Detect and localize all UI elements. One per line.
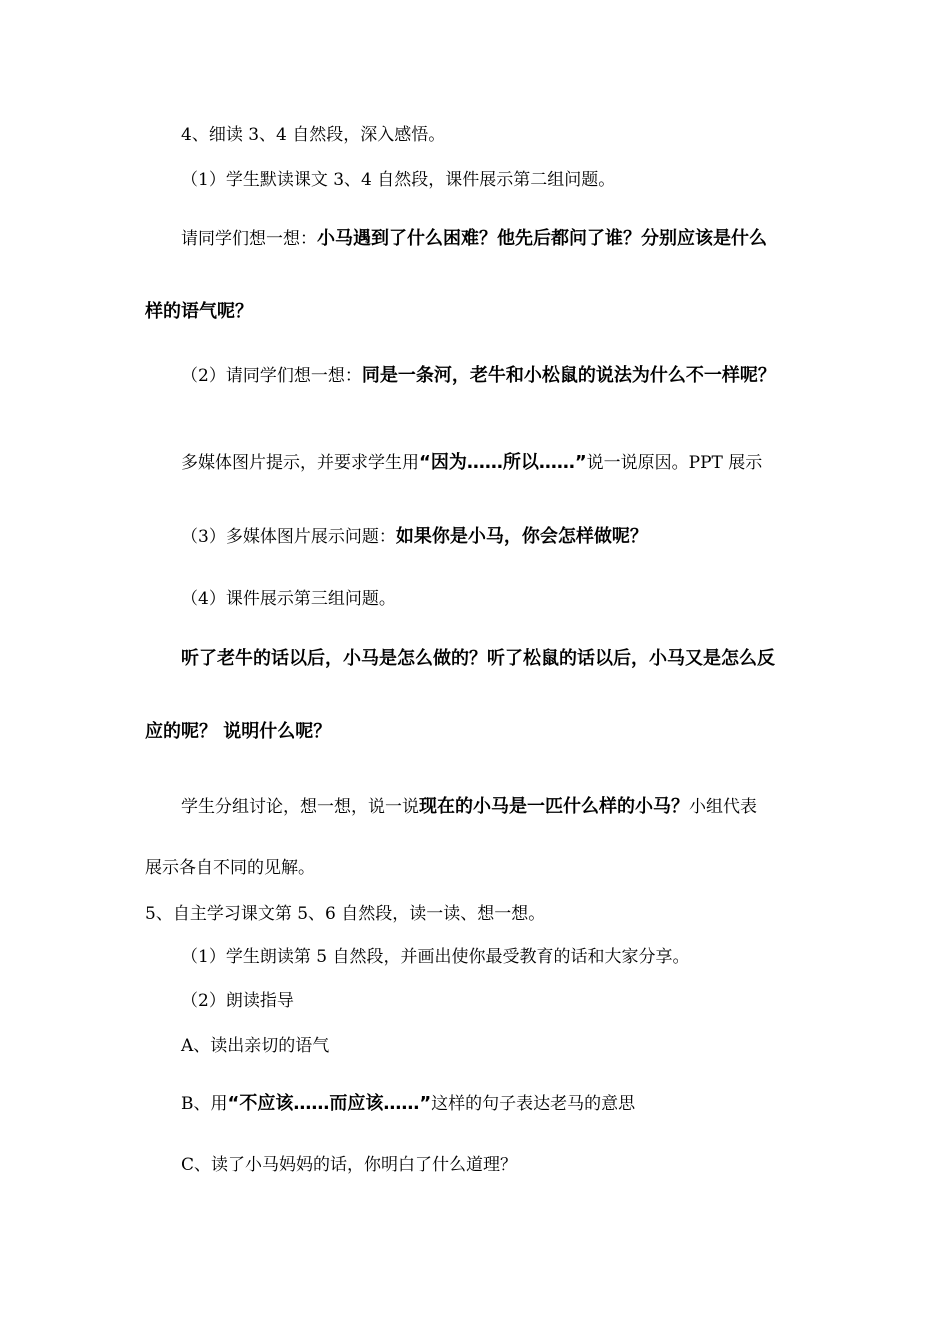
sentence-pattern: “因为……所以……” [419,452,587,473]
paragraph-line [145,860,315,877]
text-segment: （2）请同学们想一想： [181,366,362,386]
paragraph-line [181,454,762,472]
paragraph-line [181,650,775,668]
paragraph-line [145,723,331,741]
list-item-c [181,1157,517,1174]
paragraph-line [181,993,294,1010]
text-segment: 多媒体图片提示，并要求学生用 [181,453,419,473]
text-segment: （1）学生默读课文 3、4 自然段，课件展示第二组问题。 [181,170,616,190]
list-item-a [181,1038,329,1055]
text-segment: （4）课件展示第三组问题。 [181,589,396,609]
question-text: 应的呢？ 说明什么呢？ [145,721,332,742]
question-text: 听了老牛的话以后，小马是怎么做的？听了松鼠的话以后，小马又是怎么反 [181,648,775,669]
text-segment: 请同学们想一想： [181,229,317,249]
question-text: 同是一条河，老牛和小松鼠的说法为什么不一样呢？ [361,365,776,386]
question-text: 样的语气呢？ [145,301,253,322]
section-heading-4 [181,127,445,144]
text-segment: 5、自主学习课文第 5、6 自然段，读一读、想一想。 [145,904,546,924]
sentence-pattern: “不应该……而应该……” [227,1093,432,1114]
text-segment: A、读出亲切的语气 [181,1036,330,1056]
text-segment: 学生分组讨论，想一想，说一说 [181,797,419,817]
text-segment: 说一说原因。PPT 展示 [586,453,763,473]
text-segment: （1）学生朗读第 5 自然段，并画出使你最受教育的话和大家分享。 [181,947,690,967]
section-heading-5 [145,906,545,923]
paragraph-line [181,949,689,966]
text-segment: B、用 [181,1094,228,1114]
text-segment: （3）多媒体图片展示问题： [181,527,396,547]
text-segment: 展示各自不同的见解。 [145,858,315,878]
question-text: 小马遇到了什么困难？他先后都问了谁？分别应该是什么 [317,228,767,249]
text-segment: 4、细读 3、4 自然段，深入感悟。 [181,125,446,145]
list-item-b [181,1095,635,1113]
paragraph-line [181,367,776,385]
paragraph-line [181,591,396,608]
paragraph-line [181,798,757,816]
question-text: 如果你是小马，你会怎样做呢？ [395,526,648,547]
paragraph-line [145,303,253,321]
text-segment: 这样的句子表达老马的意思 [431,1094,636,1114]
text-segment: 小组代表 [689,797,757,817]
text-segment: C、读了小马妈妈的话，你明白了什么道理？ [181,1155,518,1175]
paragraph-line [181,528,648,546]
text-segment: （2）朗读指导 [181,991,294,1011]
question-text: 现在的小马是一匹什么样的小马？ [419,796,689,817]
paragraph-line [181,172,615,189]
paragraph-line [181,230,767,248]
